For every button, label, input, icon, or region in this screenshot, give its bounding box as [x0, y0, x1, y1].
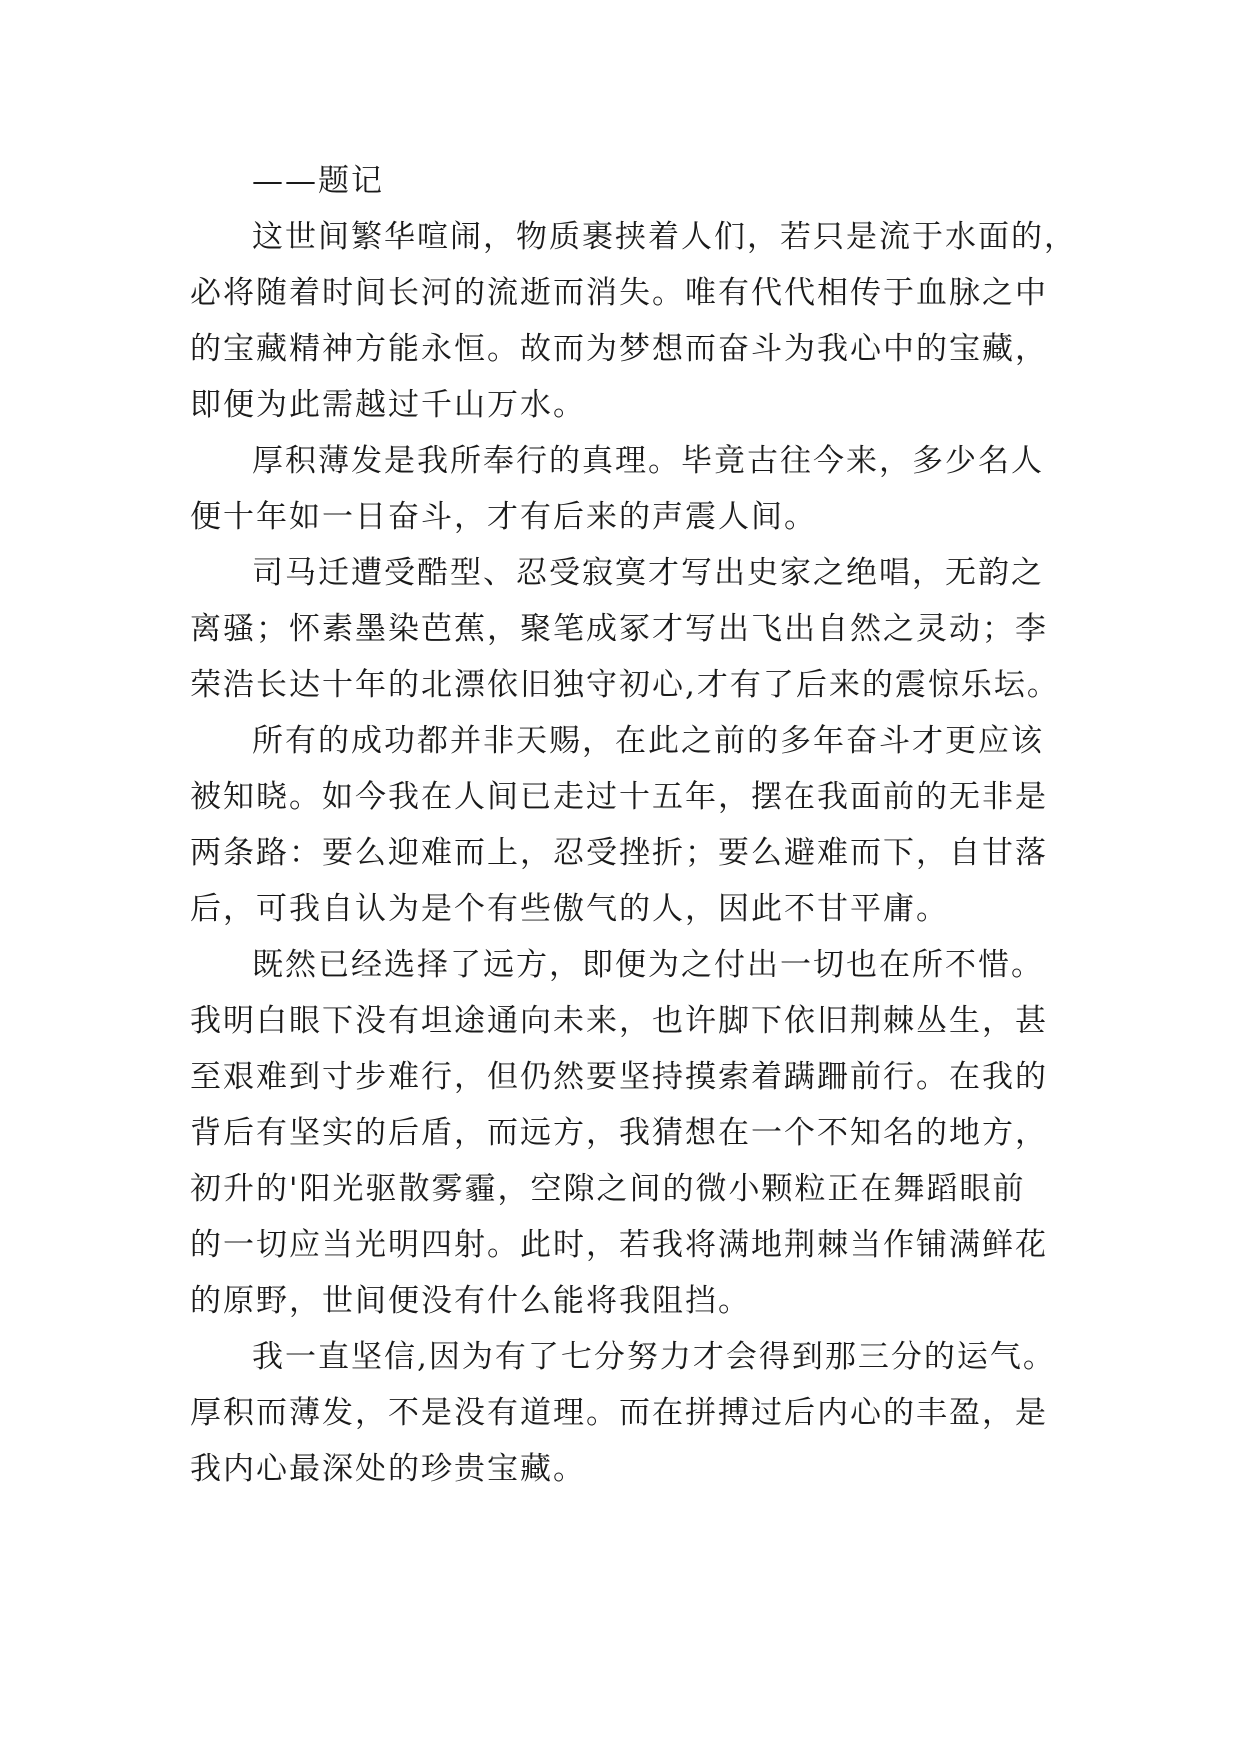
- paragraph-line: 的一切应当光明四射。此时，若我将满地荆棘当作铺满鲜花: [190, 1227, 1048, 1263]
- paragraph-line: 后，可我自认为是个有些傲气的人，因此不甘平庸。: [190, 891, 949, 927]
- paragraph-list: [190, 209, 1077, 1497]
- paragraph-line: 既然已经选择了远方，即便为之付出一切也在所不惜。: [252, 947, 1044, 983]
- paragraph-line: 我一直坚信,因为有了七分努力才会得到那三分的运气。: [252, 1339, 1056, 1375]
- paragraph-line: 初升的'阳光驱散雾霾，空隙之间的微小颗粒正在舞蹈眼前: [190, 1171, 1026, 1207]
- paragraph: [190, 433, 1070, 545]
- paragraph-line: 至艰难到寸步难行，但仍然要坚持摸索着蹒跚前行。在我的: [190, 1059, 1048, 1095]
- paragraph-line: 的原野，世间便没有什么能将我阻挡。: [190, 1283, 751, 1319]
- paragraph-line: 的宝藏精神方能永恒。故而为梦想而奋斗为我心中的宝藏，: [190, 331, 1048, 367]
- paragraph-line: 司马迁遭受酷型、忍受寂寞才写出史家之绝唱，无韵之: [252, 555, 1044, 591]
- paragraph: [190, 209, 1077, 433]
- epigraph: ——题记: [252, 163, 384, 199]
- paragraph-line: 便十年如一日奋斗，才有后来的声震人间。: [190, 499, 817, 535]
- essay-body: [190, 153, 1077, 1497]
- paragraph-line: 荣浩长达十年的北漂依旧独守初心,才有了后来的震惊乐坛。: [190, 667, 1060, 703]
- paragraph-line: 被知晓。如今我在人间已走过十五年，摆在我面前的无非是: [190, 779, 1048, 815]
- paragraph-line: 背后有坚实的后盾，而远方，我猜想在一个不知名的地方，: [190, 1115, 1048, 1151]
- paragraph-line: 我明白眼下没有坦途通向未来，也许脚下依旧荆棘丛生，甚: [190, 1003, 1048, 1039]
- paragraph-line: 离骚；怀素墨染芭蕉，聚笔成冢才写出飞出自然之灵动；李: [190, 611, 1048, 647]
- paragraph-line: 必将随着时间长河的流逝而消失。唯有代代相传于血脉之中: [190, 275, 1048, 311]
- paragraph-line: 厚积薄发是我所奉行的真理。毕竟古往今来，多少名人: [252, 443, 1044, 479]
- paragraph: [190, 1329, 1070, 1497]
- paragraph-line: 所有的成功都并非天赐，在此之前的多年奋斗才更应该: [252, 723, 1044, 759]
- paragraph-line: 我内心最深处的珍贵宝藏。: [190, 1451, 586, 1487]
- paragraph-line: 即便为此需越过千山万水。: [190, 387, 586, 423]
- paragraph: [190, 545, 1070, 713]
- paragraph-line: 厚积而薄发，不是没有道理。而在拼搏过后内心的丰盈，是: [190, 1395, 1048, 1431]
- paragraph: [190, 713, 1070, 937]
- paragraph-line: 两条路：要么迎难而上，忍受挫折；要么避难而下，自甘落: [190, 835, 1048, 871]
- paragraph: [190, 937, 1070, 1329]
- paragraph-line: 这世间繁华喧闹，物质裹挟着人们，若只是流于水面的，: [252, 219, 1077, 255]
